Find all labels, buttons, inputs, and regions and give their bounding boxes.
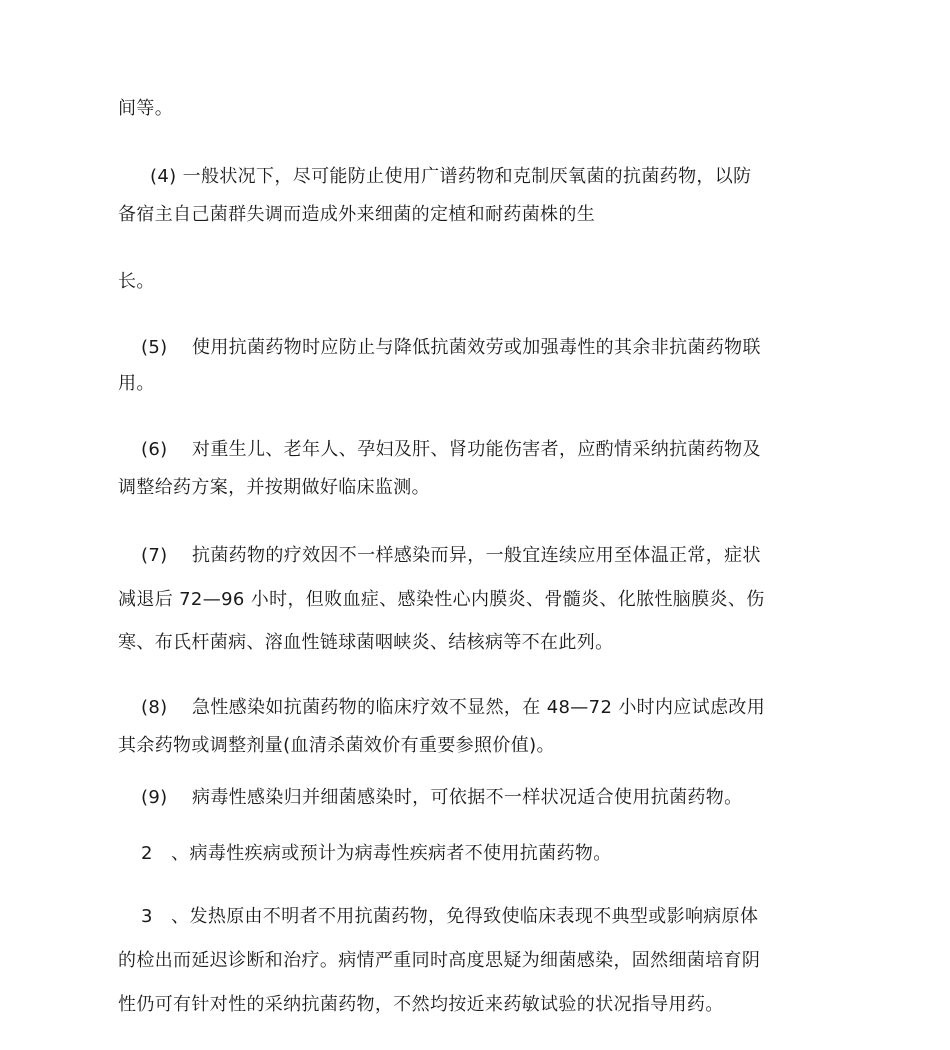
paragraph-line: 2 、病毒性疾病或预计为病毒性疾病者不使用抗菌药物。 — [141, 843, 612, 864]
paragraph-line: (5) 使用抗菌药物时应防止与降低抗菌效劳或加强毒性的其余非抗菌药物联 — [141, 337, 761, 358]
paragraph-line: (9) 病毒性感染归并细菌感染时，可依据不一样状况适合使用抗菌药物。 — [141, 787, 743, 808]
paragraph-line: 用。 — [118, 373, 155, 394]
paragraph-line: (8) 急性感染如抗菌药物的临床疗效不显然，在 48—72 小时内应试虑改用 — [141, 697, 766, 718]
paragraph-line: 长。 — [118, 271, 155, 292]
paragraph-line: 3 、发热原由不明者不用抗菌药物，免得致使临床表现不典型或影响病原体 — [141, 906, 759, 927]
paragraph-line: (6) 对重生儿、老年人、孕妇及肝、肾功能伤害者，应酌情采纳抗菌药物及 — [141, 439, 761, 460]
paragraph-line: 减退后 72—96 小时，但败血症、感染性心内膜炎、骨髓炎、化脓性脑膜炎、伤 — [118, 589, 765, 610]
paragraph-line: 调整给药方案，并按期做好临床监测。 — [118, 477, 430, 498]
paragraph-line: 间等。 — [118, 98, 174, 119]
paragraph-line: 性仍可有针对性的采纳抗菌药物，不然均按近来药敏试验的状况指导用药。 — [118, 994, 724, 1015]
paragraph-line: (7) 抗菌药物的疗效因不一样感染而异，一般宜连续应用至体温正常，症状 — [141, 545, 761, 566]
paragraph-line: 其余药物或调整剂量(血清杀菌效价有重要参照价值)。 — [118, 735, 555, 756]
paragraph-line: (4) 一般状况下，尽可能防止使用广谱药物和克制厌氧菌的抗菌药物，以防 — [150, 166, 752, 187]
paragraph-line: 寒、布氏杆菌病、溶血性链球菌咽峡炎、结核病等不在此列。 — [118, 632, 614, 653]
paragraph-line: 的检出而延迟诊断和治疗。病情严重同时高度思疑为细菌感染，固然细菌培育阴 — [118, 950, 761, 971]
paragraph-line: 备宿主自己菌群失调而造成外来细菌的定植和耐药菌株的生 — [118, 204, 596, 225]
